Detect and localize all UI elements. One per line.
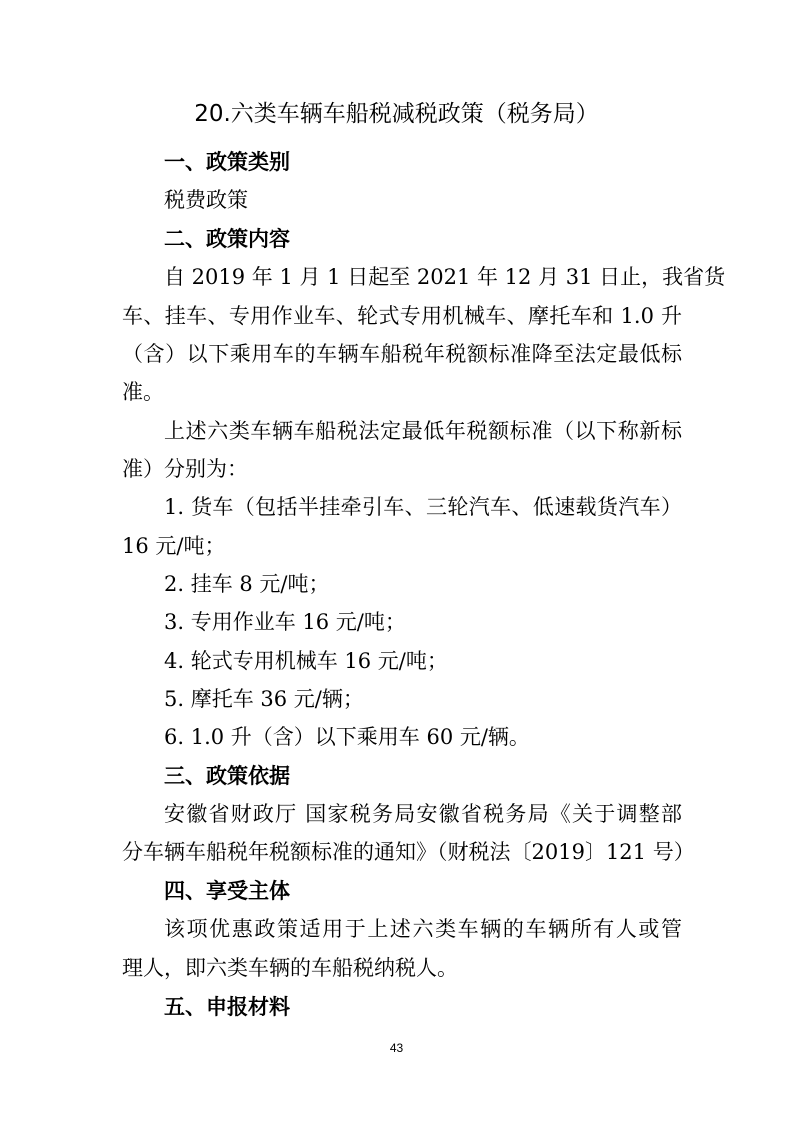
policy-category-text: 税费政策	[164, 188, 248, 212]
list-item: 16 元/吨；	[122, 534, 226, 558]
list-item: 1. 货车（包括半挂牵引车、三轮汽车、低速载货汽车）	[164, 495, 682, 519]
paragraph-line: 理人，即六类车辆的车船税纳税人。	[122, 956, 458, 980]
section-heading-beneficiary: 四、享受主体	[164, 879, 290, 903]
paragraph-line: 准。	[122, 380, 164, 404]
section-heading-policy-basis: 三、政策依据	[164, 764, 290, 788]
list-item: 2. 挂车 8 元/吨；	[164, 572, 330, 596]
paragraph-line: 上述六类车辆车船税法定最低年税额标准（以下称新标	[164, 419, 682, 443]
paragraph-line: （含）以下乘用车的车辆车船税年税额标准降至法定最低标	[122, 342, 682, 366]
paragraph-line: 车、挂车、专用作业车、轮式专用机械车、摩托车和 1.0 升	[122, 304, 682, 328]
section-heading-policy-category: 一、政策类别	[164, 150, 290, 174]
page-title: 20.六类车辆车船税减税政策（税务局）	[194, 101, 599, 127]
list-item: 6. 1.0 升（含）以下乘用车 60 元/辆。	[164, 725, 530, 749]
paragraph-line: 安徽省财政厅 国家税务局安徽省税务局《关于调整部	[164, 802, 682, 826]
page-number: 43	[389, 1041, 404, 1055]
paragraph-line: 分车辆车船税年税额标准的通知》（财税法〔2019〕121 号）	[122, 840, 695, 864]
paragraph-line: 该项优惠政策适用于上述六类车辆的车辆所有人或管	[164, 917, 682, 941]
paragraph-line: 准）分别为：	[122, 457, 248, 481]
paragraph-line: 自 2019 年 1 月 1 日起至 2021 年 12 月 31 日止，我省货	[164, 265, 726, 289]
list-item: 5. 摩托车 36 元/辆；	[164, 687, 364, 711]
list-item: 3. 专用作业车 16 元/吨；	[164, 610, 406, 634]
section-heading-policy-content: 二、政策内容	[164, 227, 290, 251]
section-heading-application-materials: 五、申报材料	[164, 995, 290, 1019]
list-item: 4. 轮式专用机械车 16 元/吨；	[164, 649, 448, 673]
